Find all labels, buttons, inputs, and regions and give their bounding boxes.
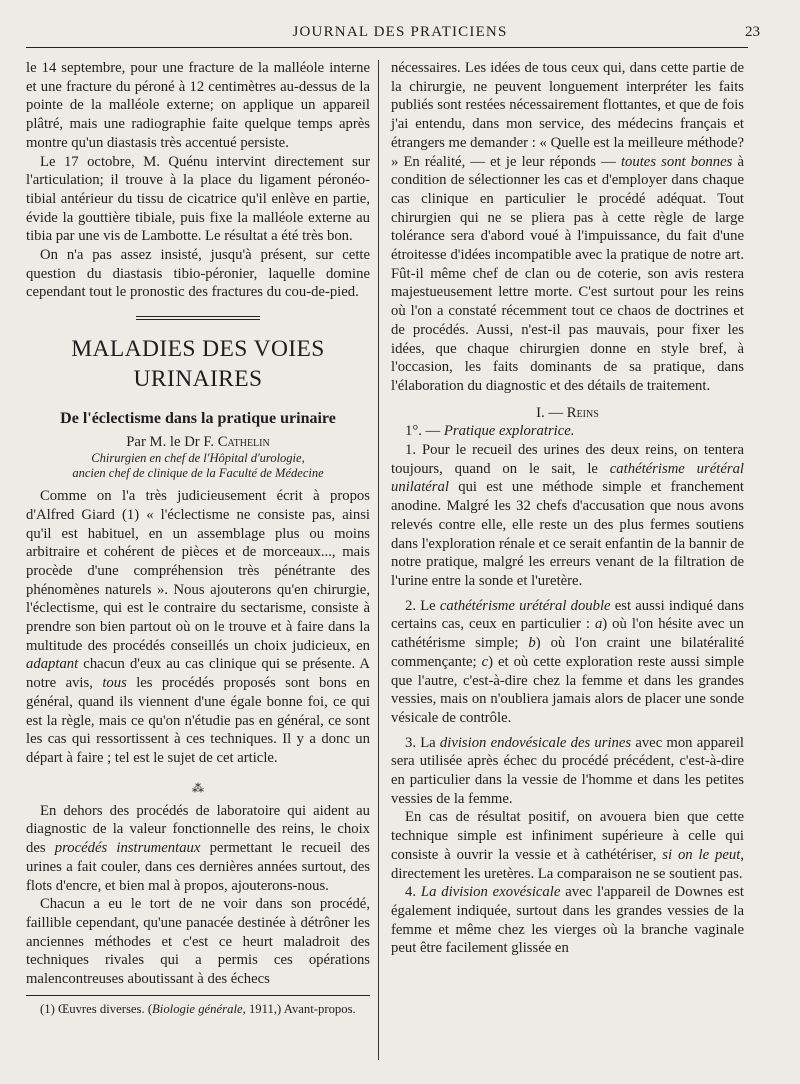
byline-prefix: Par M. le Dr F. <box>126 434 218 451</box>
paragraph: En dehors des procédés de laboratoire qui aident au diagnostic de la valeur fonctionnelle des reins, le choix des procédés instrumentaux permettant le recueil des urines a fait couler, dans ces dernières années surtout, des flots d'encre, et bien mal à propos, ajouterons-nous. <box>26 802 370 894</box>
subsection-heading: 1°. — Pratique exploratrice. <box>405 423 575 440</box>
byline <box>26 433 370 451</box>
paragraph: Le 17 octobre, M. Quénu intervint directement sur l'articulation; il trouve à la place du ligament péronéo-tibial antérieur du tissu de cicatrice qu'il enlève en partie, évide la gouttière tibiale, puis fixe la malléole externe au tibia par une vis de Lambotte. Le résultat a été très bon. <box>26 153 370 245</box>
section-heading-reins: I. — Reins <box>536 404 599 421</box>
header-rule <box>26 47 748 48</box>
column-divider <box>378 60 379 1060</box>
section-title: MALADIES DES VOIES URINAIRES <box>71 336 325 393</box>
paragraph: Comme on l'a très judicieusement écrit à propos d'Alfred Giard (1) « l'éclectisme ne consiste pas, ainsi qu'il est habituel, en un assemblage plus ou moins arbitraire et cohérent de pièces et de morceaux..., mais procède d'une compréhension très pénétrante des phénomènes naturels ». Nous ajouterons qu'en chirurgie, l'éclectisme, qui est le contraire du sectarisme, consiste à prendre son bien partout où on le trouve et à faire dans la multitude des procédés conseillés un choix judicieux, en adaptant chacun d'eux au cas clinique qui se présente. A notre avis, tous les procédés proposés sont bons en général, quand ils viennent d'une égale bonne foi, ce qui est la règle, mais ce qu'on n'étudie pas en général, ce sont les cas qui ressortissent à ces techniques. Il y a donc un départ à faire ; tel est le sujet de cet article. <box>26 488 370 766</box>
paragraph: On n'a pas assez insisté, jusqu'à présent, sur cette question du diastasis tibio-péronier, laquelle domine cependant tout le pronostic des fractures du cou-de-pied. <box>26 247 370 301</box>
footnote: (1) Œuvres diverses. (Biologie générale, 1911,) Avant-propos. <box>40 1001 356 1016</box>
right-column <box>391 59 744 958</box>
paragraph: 4. La division exovésicale avec l'appareil de Downes est également indiquée, surtout dans les grandes vessies de la femme et même chez les vierges où la branche vaginale peut être facilement glissée en <box>391 884 745 957</box>
footnote-rule <box>26 995 370 996</box>
asterism: ⁂ <box>192 780 204 795</box>
paragraph: 1. Pour le recueil des urines des deux reins, on tentera toujours, quand on le sait, le cathétérisme urétéral unilatéral qui est une méthode simple et franchement anodine. Malgré les 32 chefs d'accusation que nous avons relevés contre elle, elle reste un des plus fermes soutiens dans l'exploration rénale et ce serait enfantin de la bannir de notre pratique, malgré les erreurs venant de la filtration de l'urine entre la sonde et l'uretère. <box>391 442 744 589</box>
running-title: JOURNAL DES PRATICIENS <box>292 24 508 40</box>
paragraph: nécessaires. Les idées de tous ceux qui, dans cette partie de la chirurgie, ne peuvent longuement interpréter les faits publiés sont restées nécessairement flottantes, et que de fois j'ai entendu, dans mon service, des médecins français et étrangers me demander : « Quelle est la meilleure méthode? » En réalité, — et je leur réponds — toutes sont bonnes à condition de sélectionner les cas et d'employer dans chaque cas clinique en particulier le procédé adéquat. Tout chirurgien qui ne se pliera pas à cette règle de large tolérance sera d'abord voué à l'impuissance, du fait d'une étroitesse d'idées incompatible avec la pratique de notre art. Fût-il même chef de clan ou de coterie, son avis restera majestueusement lettre morte. C'est surtout pour les reins où l'on a constaté récemment tout ce chaos de doctrines et de procédés. Aussi, n'est-il pas mauvais, pour fixer les idées, que chaque chirurgien donne en style bref, à l'occasion, les faits dominants de sa pratique, dans l'élaboration du diagnostic et des détails de traitement. <box>391 60 744 394</box>
paragraph: 3. La division endovésicale des urines avec mon appareil sera utilisée après échec du procédé précédent, c'est-à-dire en particulier dans la vessie de l'homme et dans les petites vessies de la femme. <box>391 734 745 807</box>
paragraph: 2. Le cathétérisme urétéral double est aussi indiqué dans certains cas, ceux en particulier : a) où l'on hésite avec un cathétérisme simple; b) où l'on craint une bilatéralité commençante; c) et où cette exploration reste aussi simple que l'autre, c'est-à-dire chez la femme et dans les grandes vessies, mais on n'oubliera jamais alors de placer une sonde vésicale de contrôle. <box>391 597 744 726</box>
page-number: 23 <box>745 24 760 40</box>
article-title: De l'éclectisme dans la pratique urinaire <box>60 410 336 428</box>
paragraph: Chacun a eu le tort de ne voir dans son procédé, faillible cependant, qu'une panacée destinée à détrôner les anciennes méthodes et c'est ce heurt maladroit des techniques rivales qui a permis ces opérations malencontreuses aboutissant à des échecs <box>26 896 370 988</box>
author-affiliation: Chirurgien en chef de l'Hôpital d'urologie, <box>91 451 305 466</box>
section-double-rule <box>136 316 260 320</box>
left-column <box>26 59 370 1018</box>
paragraph: le 14 septembre, pour une fracture de la malléole interne et une fracture du péroné à 12 centimètres au-dessus de la pointe de la malléole externe; on applique un appareil plâtré, mais une radiographie faite quelque temps après montre qu'un diastasis très accentué persiste. <box>26 60 370 151</box>
author-name: Cathelin <box>217 434 270 451</box>
paragraph: En cas de résultat positif, on avouera bien que cette technique simple est infiniment supérieure à celle qui consiste à ouvrir la vessie et à cathétériser, si on le peut, directement les uretères. La comparaison ne se soutient pas. <box>391 809 744 882</box>
author-affiliation: ancien chef de clinique de la Faculté de Médecine <box>72 466 324 481</box>
